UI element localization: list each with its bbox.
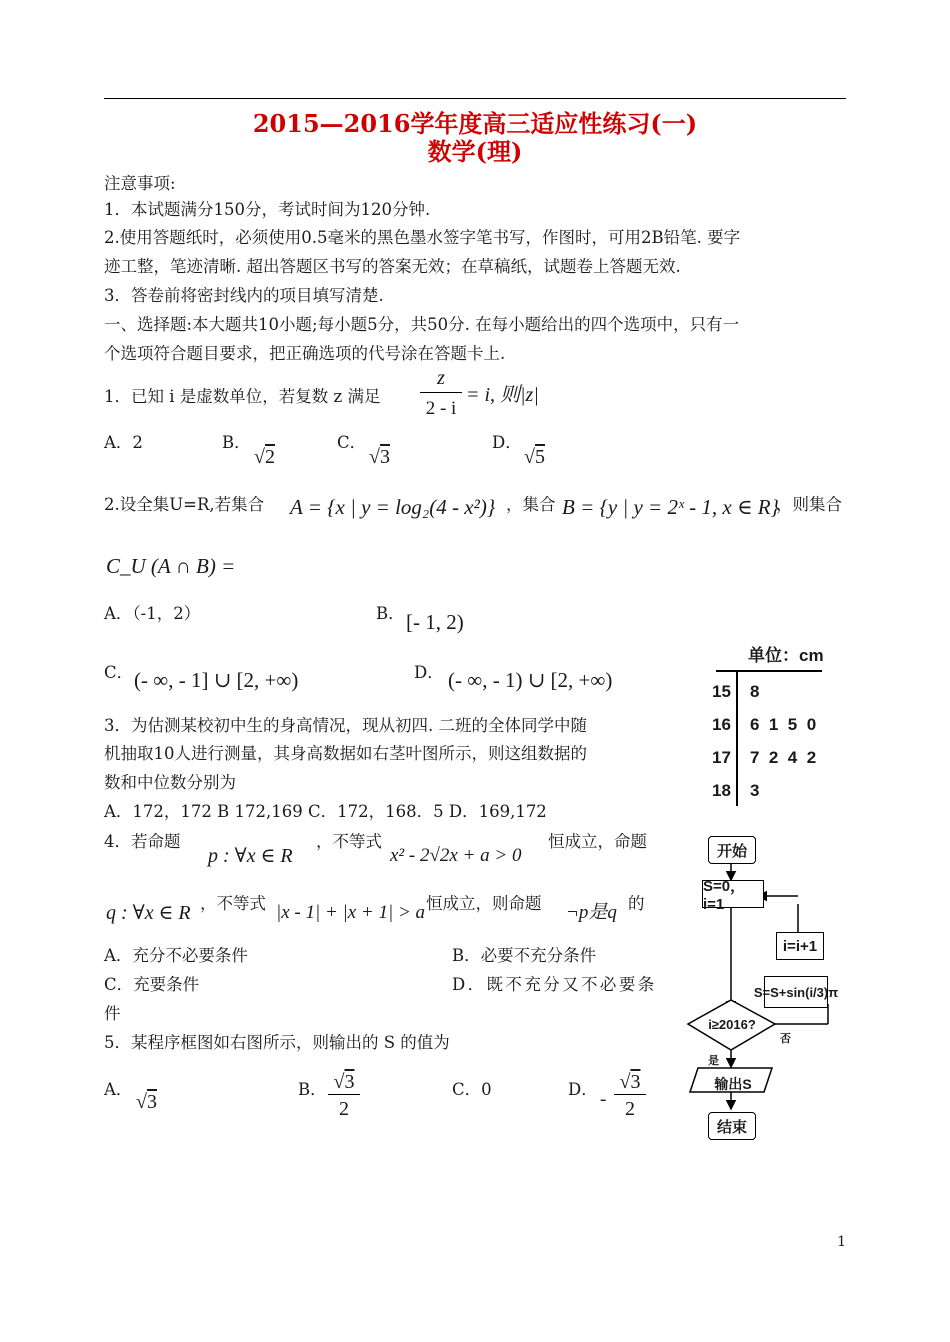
q2-set-a: A = {x | y = log₂(4 - x²)} bbox=[290, 495, 496, 519]
q1-option-d-radicand: 5 bbox=[534, 446, 545, 468]
q5-option-d-minus: - bbox=[600, 1089, 607, 1110]
stemleaf-leaves-17: 7 2 4 2 bbox=[750, 748, 817, 767]
section1-line2: 个选项符合题目要求，把正确选项的代号涂在答题卡上. bbox=[104, 344, 506, 363]
q3-options: A．172，172 B 172,169 C．172，168．5 D．169,172 bbox=[104, 802, 547, 821]
q5-option-d-radicand: 3 bbox=[630, 1071, 641, 1093]
stemleaf-vline bbox=[736, 672, 738, 806]
q4-p: p : ∀x ∈ R bbox=[208, 845, 293, 867]
page-number: 1 bbox=[837, 1234, 846, 1250]
q5-option-b-fraction bbox=[328, 1072, 360, 1119]
q1-option-d-label: D． bbox=[492, 433, 522, 452]
q1-denominator: 2 - i bbox=[425, 398, 457, 419]
note-item-2-cont: 迹工整，笔迹清晰. 超出答题区书写的答案无效；在草稿纸，试题卷上答题无效. bbox=[104, 257, 681, 276]
q5-stem: 5．某程序框图如右图所示，则输出的 S 的值为 bbox=[104, 1033, 450, 1052]
q1-option-b-radicand: 2 bbox=[264, 446, 275, 468]
stemleaf-leaves-18: 3 bbox=[750, 781, 760, 800]
q4-option-c: C．充要条件 bbox=[104, 975, 200, 994]
q2-option-c-label: C． bbox=[104, 663, 134, 682]
q2-option-d-label: D． bbox=[414, 663, 444, 682]
q4-q-tail: ，不等式 bbox=[200, 894, 266, 913]
q5-option-a-label: A． bbox=[104, 1080, 133, 1099]
q2-option-d-value: (- ∞, - 1) ∪ [2, +∞) bbox=[448, 668, 613, 692]
notes-heading: 注意事项: bbox=[104, 174, 176, 193]
q2-option-b-value: [- 1, 2) bbox=[406, 610, 464, 634]
stemleaf-leaves-16: 6 1 5 0 bbox=[750, 715, 817, 734]
flowchart-yes-label: 是 bbox=[708, 1055, 719, 1067]
q5-option-b-numerator: √3 bbox=[333, 1071, 355, 1093]
stemleaf-hline bbox=[716, 670, 822, 672]
q1-option-d-value: √5 bbox=[524, 446, 545, 468]
stemleaf-unit: 单位：cm bbox=[748, 646, 824, 665]
q1-option-a: A．2 bbox=[104, 433, 143, 452]
q4-option-d: D．既不充分又不必要条 bbox=[452, 975, 657, 994]
q3-line2: 机抽取10人进行测量，其身高数据如右茎叶图所示，则这组数据的 bbox=[104, 744, 587, 763]
q2-option-c-value: (- ∞, - 1] ∪ [2, +∞) bbox=[134, 668, 299, 692]
q1-fraction bbox=[420, 368, 462, 418]
flowchart-init: S=0，i=1 bbox=[702, 880, 764, 908]
q2-set-b: B = {y | y = 2ˣ - 1, x ∈ R} bbox=[562, 495, 779, 519]
flowchart-start: 开始 bbox=[708, 836, 756, 864]
q4-inequality-1: x² - 2√2x + a > 0 bbox=[390, 845, 522, 866]
q2-expression: C_U (A ∩ B) = bbox=[106, 554, 236, 578]
flowchart-output: 输出S bbox=[714, 1076, 752, 1092]
q5-option-c: C．0 bbox=[452, 1080, 492, 1099]
q5-option-d-numerator: √3 bbox=[619, 1071, 641, 1093]
stemleaf-stem-17: 17 bbox=[712, 748, 731, 767]
q1-tail: = i, 则|z| bbox=[466, 384, 539, 406]
q5-option-b-denominator: 2 bbox=[339, 1098, 349, 1120]
q3-line3: 数和中位数分别为 bbox=[104, 773, 236, 792]
q1-stem: 1．已知 i 是虚数单位，若复数 z 满足 bbox=[104, 387, 381, 406]
q1-option-c-label: C． bbox=[337, 433, 367, 452]
top-rule bbox=[104, 98, 846, 99]
q4-mid2: 恒成立，则命题 bbox=[426, 894, 542, 913]
q1-numerator: z bbox=[437, 367, 445, 389]
q4-q: q : ∀x ∈ R bbox=[106, 902, 191, 924]
stemleaf-stem-15: 15 bbox=[712, 682, 731, 701]
q5-option-a-radicand: 3 bbox=[146, 1091, 157, 1113]
q4-p-tail: ，不等式 bbox=[316, 832, 382, 851]
q2-stem: 2.设全集U=R,若集合 bbox=[104, 495, 265, 514]
q4-option-a: A．充分不必要条件 bbox=[104, 946, 248, 965]
q2-tail: ，则集合 bbox=[776, 495, 842, 514]
q5-option-d-denominator: 2 bbox=[625, 1098, 635, 1120]
q2-option-a: A．（-1，2） bbox=[104, 604, 201, 623]
flowchart-no-label: 否 bbox=[780, 1033, 791, 1045]
q1-option-c-radicand: 3 bbox=[379, 446, 390, 468]
exam-subtitle: 数学(理) bbox=[427, 137, 523, 166]
q5-option-d-label: D． bbox=[568, 1080, 598, 1099]
q4-inequality-2: |x - 1| + |x + 1| > a bbox=[276, 902, 426, 923]
q1-option-b-value: √2 bbox=[254, 446, 275, 468]
q5-option-b-label: B． bbox=[298, 1080, 327, 1099]
q2-mid: ，集合 bbox=[506, 495, 556, 514]
q4-option-d-cont: 件 bbox=[104, 1004, 121, 1023]
q4-option-b: B．必要不充分条件 bbox=[452, 946, 597, 965]
q1-option-c-value: √3 bbox=[369, 446, 390, 468]
flowchart-increment: i=i+1 bbox=[776, 932, 824, 960]
q1-option-b-label: B． bbox=[222, 433, 251, 452]
note-item-1: 1．本试题满分150分，考试时间为120分钟. bbox=[104, 200, 431, 219]
flowchart-end: 结束 bbox=[708, 1112, 756, 1140]
q4-lead: 4．若命题 bbox=[104, 832, 181, 851]
note-item-2: 2.使用答题纸时，必须使用0.5毫米的黑色墨水签字笔书写，作图时，可用2B铅笔. 要字 bbox=[104, 228, 741, 247]
stemleaf-stem-18: 18 bbox=[712, 781, 731, 800]
q5-option-a-value: √3 bbox=[136, 1091, 157, 1113]
q4-mid: 恒成立，命题 bbox=[548, 832, 647, 851]
flowchart-condition: i≥2016? bbox=[708, 1017, 756, 1032]
exam-title: 2015—2016学年度高三适应性练习(一) bbox=[252, 109, 698, 138]
q5-option-b-radicand: 3 bbox=[344, 1071, 355, 1093]
flowchart-update: S=S+sin(i/3)π bbox=[764, 976, 828, 1008]
stemleaf-leaves-15: 8 bbox=[750, 682, 760, 701]
q3-line1: 3．为估测某校初中生的身高情况，现从初四. 二班的全体同学中随 bbox=[104, 716, 587, 735]
q5-option-d-fraction bbox=[614, 1072, 646, 1119]
q4-end: 的 bbox=[628, 894, 645, 913]
note-item-3: 3．答卷前将密封线内的项目填写清楚. bbox=[104, 286, 384, 305]
q4-relation: ¬p是q bbox=[566, 902, 617, 923]
stemleaf-stem-16: 16 bbox=[712, 715, 731, 734]
q2-option-b-label: B． bbox=[376, 604, 405, 623]
section1-line1: 一、选择题:本大题共10小题;每小题5分，共50分. 在每小题给出的四个选项中，只有一 bbox=[104, 315, 740, 334]
